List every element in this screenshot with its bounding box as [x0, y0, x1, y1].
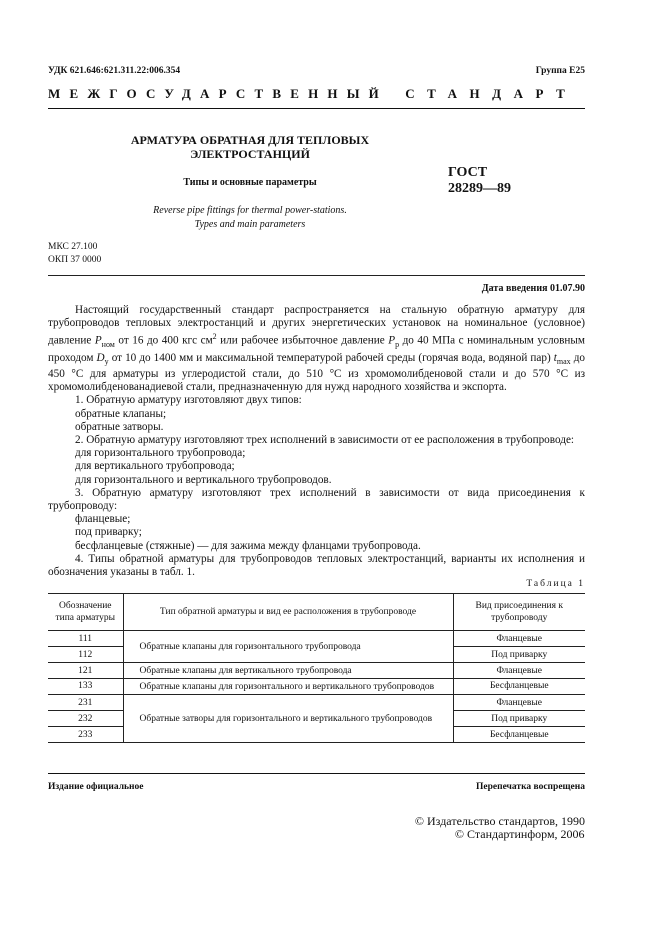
copyright-block: [415, 815, 585, 841]
gost-designation: [448, 165, 511, 197]
classification-codes: [48, 241, 101, 267]
banner-left: МЕЖГОСУДАРСТВЕННЫЙ: [48, 86, 388, 101]
cell-type: Обратные клапаны для горизонтального и вертикального трубопроводов: [123, 679, 453, 695]
list-item: для вертикального трубопровода;: [75, 460, 235, 473]
header-type: Тип обратной арматуры и вид ее расположения в трубопроводе: [123, 594, 453, 631]
cell-type: Обратные затворы для горизонтального и вертикального трубопроводов: [123, 695, 453, 743]
copyright-line-2: © Стандартинформ, 2006: [454, 827, 585, 841]
okp-code: ОКП 37 0000: [48, 255, 102, 265]
english-title-line-2: Types and main parameters: [194, 219, 306, 230]
cell-connection: Фланцевые: [453, 695, 585, 711]
title-line-2: ЭЛЕКТРОСТАНЦИЙ: [190, 147, 310, 161]
official-edition: Издание официальное: [48, 782, 144, 792]
document-subtitle: Типы и основные параметры: [183, 177, 317, 188]
cell-type: Обратные клапаны для горизонтального трубопровода: [123, 631, 453, 663]
document-title: [100, 133, 400, 161]
codes-rule: [48, 275, 585, 276]
body-text: [48, 304, 585, 579]
banner-right: СТАНДАРТ: [405, 86, 578, 101]
table-row: [48, 679, 585, 695]
table-header-row: [48, 594, 585, 631]
header-rule: [48, 108, 585, 109]
cell-code: 231: [48, 695, 123, 711]
gost-number: 28289—89: [448, 181, 511, 196]
cell-type: Обратные клапаны для вертикального трубопровода: [123, 663, 453, 679]
cell-connection: Под приварку: [453, 647, 585, 663]
list-item: обратные клапаны;: [75, 407, 167, 420]
header-connection: Вид присоединения к трубопроводу: [453, 594, 585, 631]
cell-connection: Бесфланцевые: [453, 727, 585, 743]
cell-code: 121: [48, 663, 123, 679]
table-row: [48, 631, 585, 647]
clause-4: 4. Типы обратной арматуры для трубопроводов тепловых электростанций, варианты их исполнения и обозначения указаны в табл. 1.: [48, 552, 585, 579]
cell-code: 112: [48, 647, 123, 663]
copyright-line-1: © Издательство стандартов, 1990: [414, 814, 585, 828]
cell-connection: Бесфланцевые: [453, 679, 585, 695]
introduction-date: Дата введения 01.07.90: [481, 283, 585, 294]
mks-code: МКС 27.100: [48, 242, 98, 252]
list-item: обратные затворы.: [75, 420, 164, 433]
types-table: [48, 593, 585, 743]
title-line-1: АРМАТУРА ОБРАТНАЯ ДЛЯ ТЕПЛОВЫХ: [130, 133, 370, 147]
udk-code: УДК 621.646:621.311.22:006.354: [48, 66, 181, 76]
list-item: под приварку;: [75, 526, 142, 539]
cell-code: 133: [48, 679, 123, 695]
footer-rule: [48, 773, 585, 774]
list-item: бесфланцевые (стяжные) — для зажима между фланцами трубопровода.: [75, 539, 421, 552]
header-code: Обозначение типа арматуры: [48, 594, 123, 631]
reprint-prohibited: Перепечатка воспрещена: [475, 782, 585, 792]
table-caption: Таблица 1: [526, 579, 585, 589]
list-item: для горизонтального трубопровода;: [75, 447, 246, 460]
english-title: [100, 204, 400, 232]
intro-paragraph: Настоящий государственный стандарт распространяется на стальную обратную арматуру для трубопроводов тепловых электростанций и других энергетических установок на номинальное (условное) давление $P_{ном}$ от 16 до 400 кгс $см^2$ или рабочее избыточное давление $P_р$ до 40 МПа с номинальным условным проходом $D_у$ от 10 до 1400 мм и максимальной температурой рабочей среды (горячая вода, водяной пар) $t_{max}$ до 450 °С для арматуры из углеродистой стали, до 510 °С из хромомолибденовой стали и до 570 °С из хромомолибденованадиевой стали, предназначенную для нужд народного хозяйства и экспорта.: [48, 304, 586, 394]
clause-2: 2. Обратную арматуру изготовляют трех исполнений в зависимости от ее расположения в трубопроводе:: [75, 434, 575, 447]
cell-connection: Фланцевые: [453, 631, 585, 647]
english-title-line-1: Reverse pipe fittings for thermal power-stations.: [153, 205, 347, 216]
cell-code: 233: [48, 727, 123, 743]
group-code: Группа Е25: [535, 66, 585, 76]
cell-connection: Фланцевые: [453, 663, 585, 679]
cell-code: 232: [48, 711, 123, 727]
gost-label: ГОСТ: [448, 165, 488, 180]
clause-3: 3. Обратную арматуру изготовляют трех исполнений в зависимости от вида присоединения к трубопроводу:: [48, 486, 585, 513]
table-row: [48, 695, 585, 711]
list-item: для горизонтального и вертикального трубопроводов.: [75, 473, 332, 486]
cell-code: 111: [48, 631, 123, 647]
table-row: [48, 663, 585, 679]
cell-connection: Под приварку: [453, 711, 585, 727]
standard-banner: [48, 86, 585, 102]
clause-1: 1. Обратную арматуру изготовляют двух типов:: [75, 394, 302, 407]
list-item: фланцевые;: [75, 513, 131, 526]
